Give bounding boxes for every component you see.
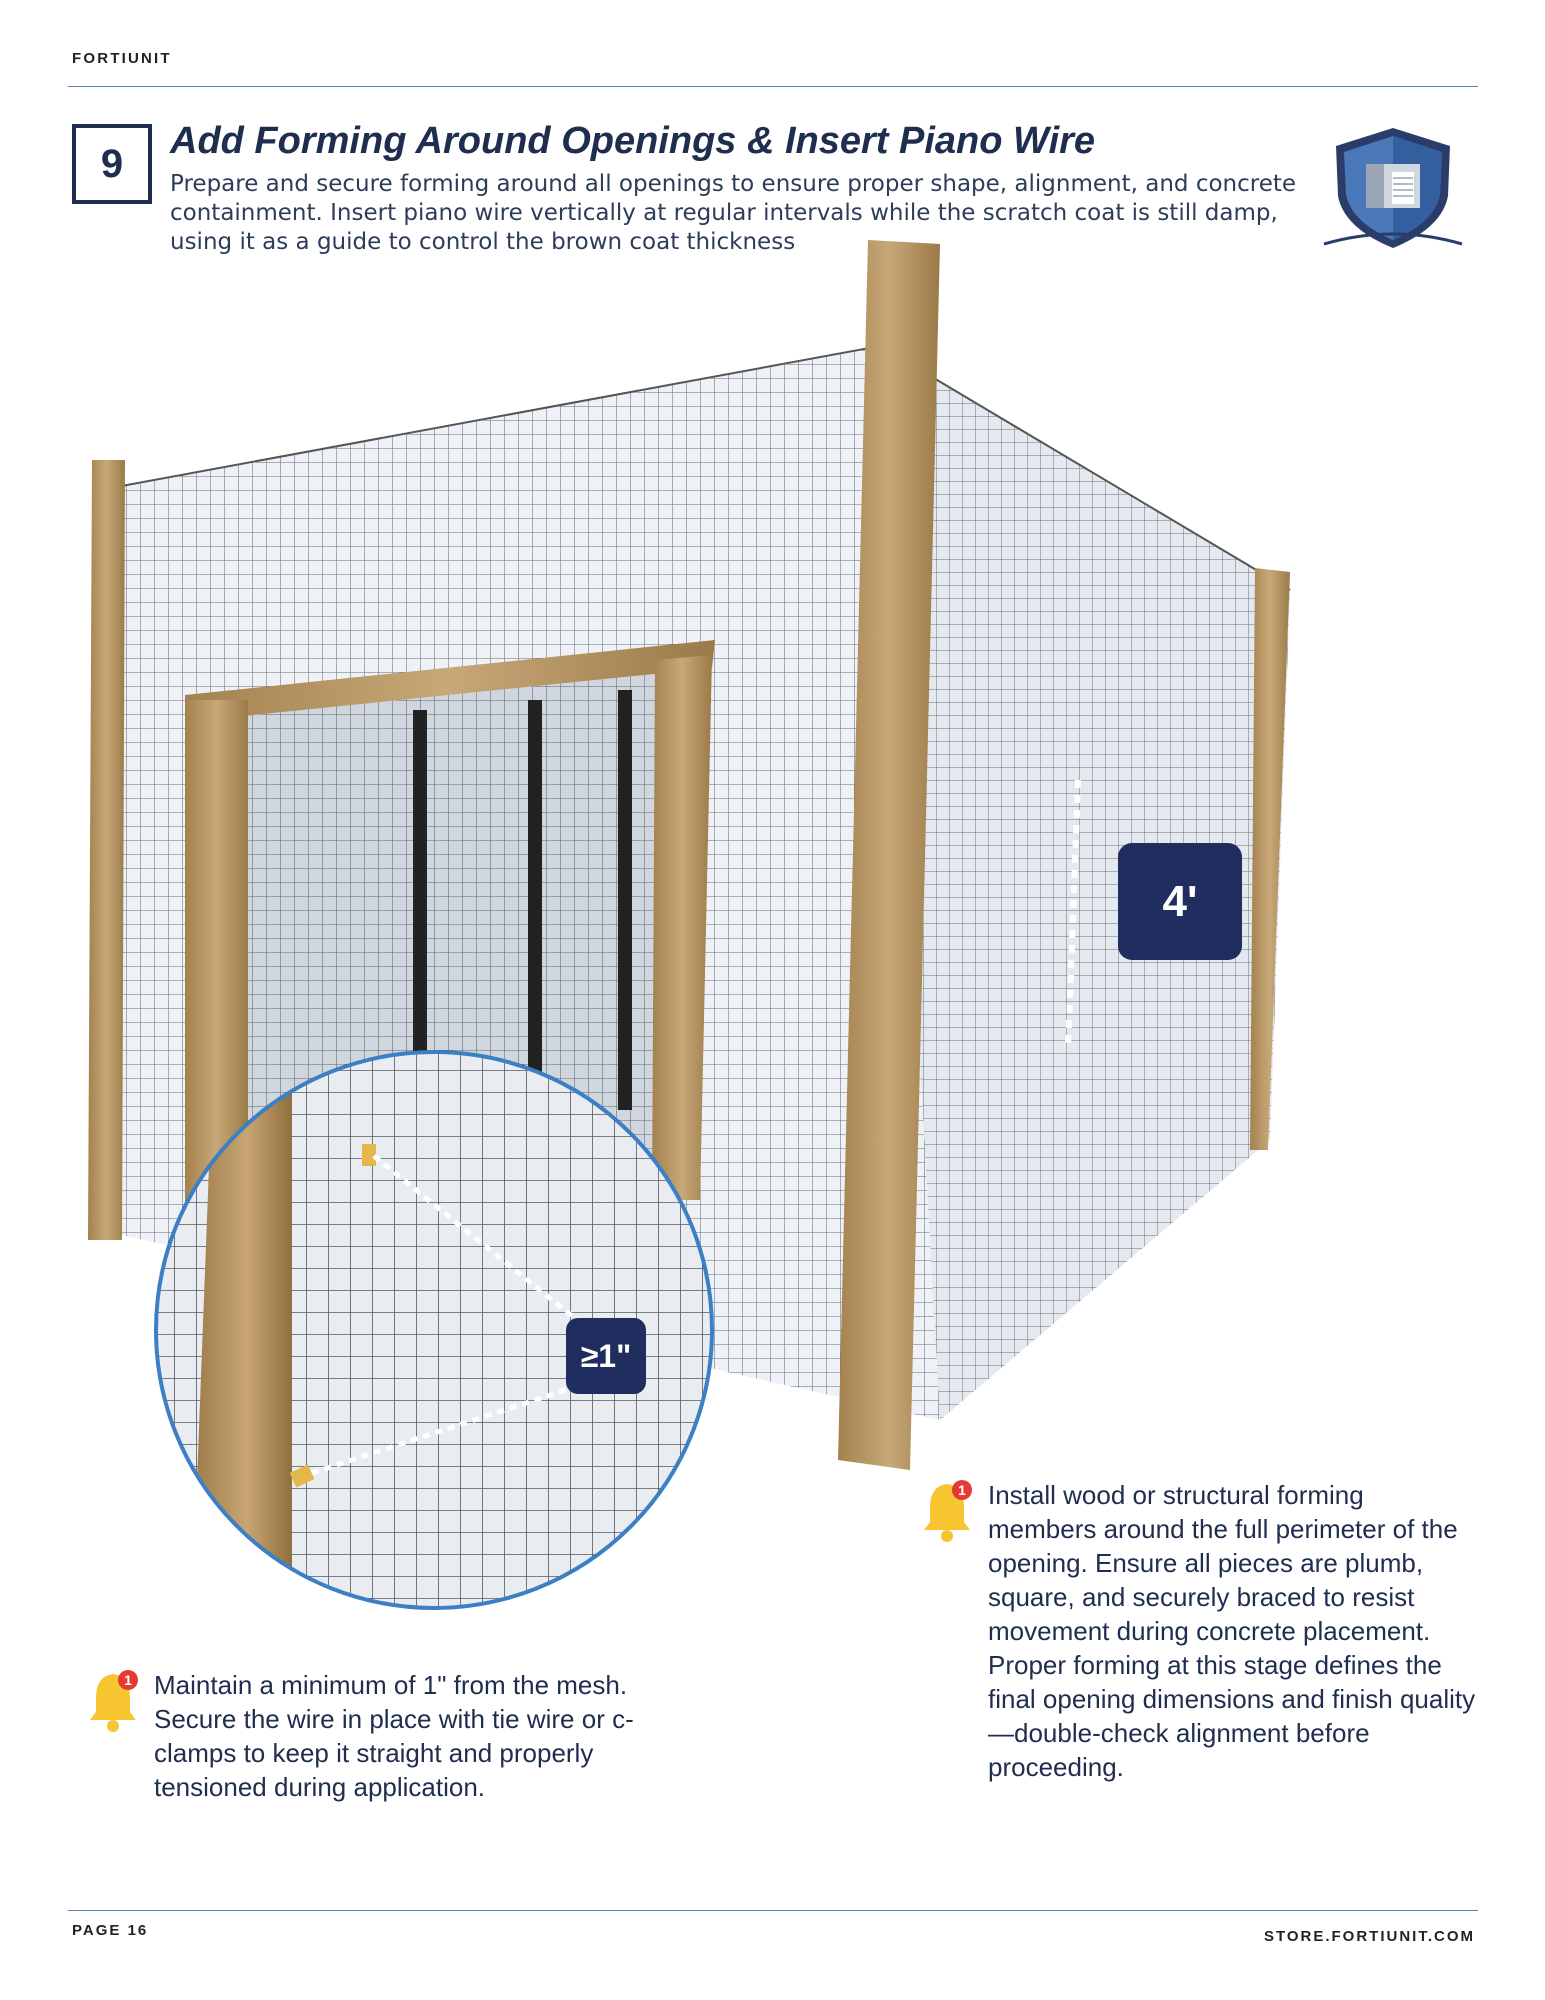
store-link[interactable]: STORE.FORTIUNIT.COM: [1263, 1928, 1475, 1945]
step-number: 9: [72, 124, 152, 204]
forming-note: [918, 1478, 1478, 1784]
height-callout-badge: 4': [1118, 843, 1242, 960]
page-number: PAGE 16: [72, 1922, 149, 1939]
wire-note: [84, 1668, 664, 1804]
forming-note-text: Install wood or structural forming members around the full perimeter of the opening. Ensure all pieces are plumb, square, and securely braced to resist movement during concrete placement. Proper forming at this stage defines the final opening dimensions and finish quality—double-check alignment before proceeding.: [988, 1480, 1476, 1782]
clearance-callout-badge: ≥1": [566, 1318, 646, 1394]
step-title: Add Forming Around Openings & Insert Piano Wire: [170, 120, 1096, 162]
footer-rule: [68, 1910, 1478, 1911]
alert-bell-icon: [84, 1668, 142, 1734]
alert-count: 1: [958, 1482, 966, 1498]
wire-note-text: Maintain a minimum of 1" from the mesh. Secure the wire in place with tie wire or c-clamps to keep it straight and properly tensioned during application.: [154, 1670, 634, 1802]
alert-count: 1: [124, 1672, 132, 1688]
alert-bell-icon: [918, 1478, 976, 1544]
header-rule: [68, 86, 1478, 87]
brand-name: FORTIUNIT: [72, 50, 172, 67]
step-description: Prepare and secure forming around all openings to ensure proper shape, alignment, and concrete containment. Insert piano wire vertically at regular intervals while the scratch coat is still damp, using it as a guide to control the brown coat thickness: [170, 171, 1297, 255]
